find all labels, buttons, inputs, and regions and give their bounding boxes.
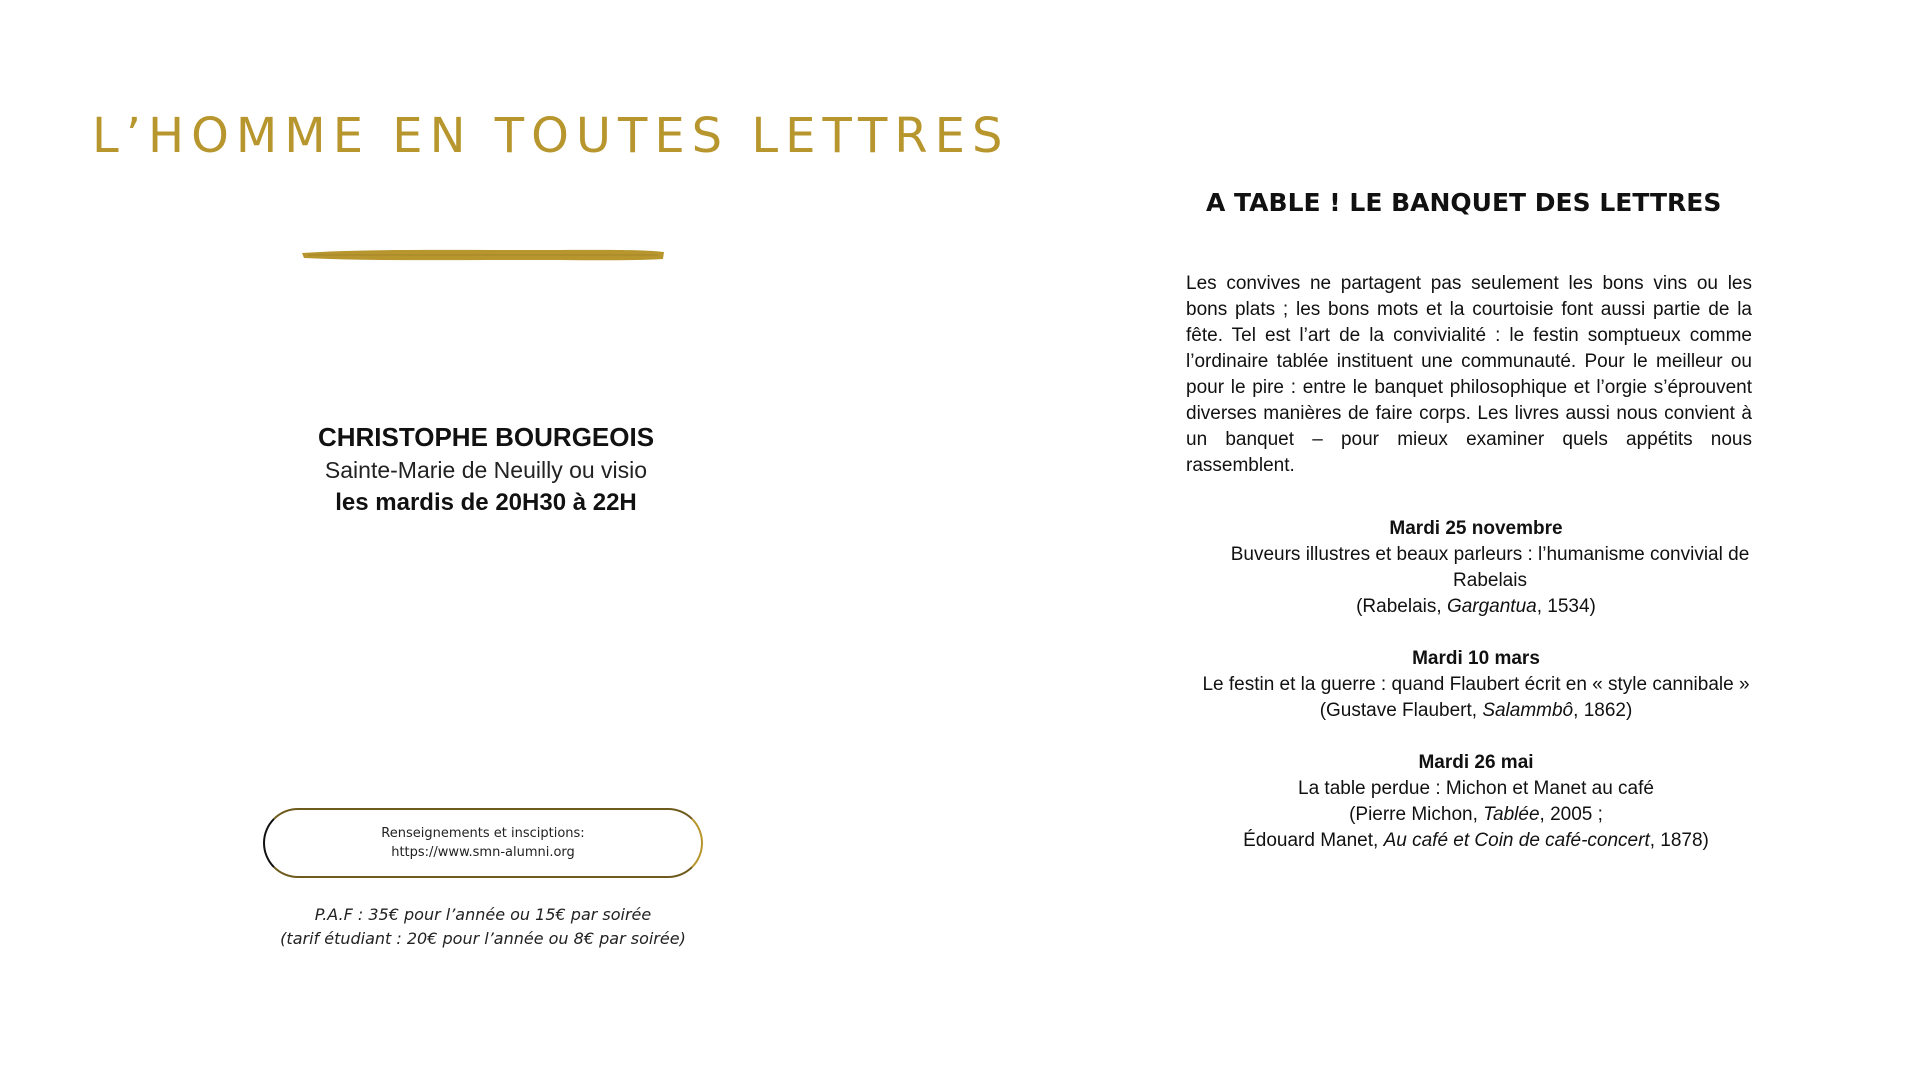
session-work-title: Tablée [1483,804,1540,825]
pricing [200,903,766,951]
session-ref-suffix: , 1534) [1536,596,1596,617]
pricing-line-2: (tarif étudiant : 20€ pour l’année ou 8€ par soirée) [280,929,686,948]
session-reference [1166,802,1786,828]
session-ref-suffix: , 1862) [1573,700,1633,721]
session-topic: Le festin et la guerre : quand Flaubert écrit en « style cannibale » [1202,674,1750,695]
info-label: Renseignements et insciptions: [381,826,585,841]
speaker-schedule: les mardis de 20H30 à 22H [335,489,637,516]
session-reference [1166,698,1786,724]
session-ref-prefix: (Gustave Flaubert, [1319,700,1483,721]
speaker-place: Sainte-Marie de Neuilly ou visio [324,457,648,483]
program-title: A TABLE ! LE BANQUET DES LETTRES [1206,188,1722,217]
info-url[interactable]: https://www.smn-alumni.org [391,845,575,860]
session-work-title: Au café et Coin de café-concert [1383,830,1650,851]
gold-brush-stroke [300,246,666,264]
session-date: Mardi 25 novembre [1389,518,1563,539]
series-title: L’HOMME EN TOUTES LETTRES [92,108,1010,164]
session-ref-suffix: , 1878) [1649,830,1709,851]
session-topic: Buveurs illustres et beaux parleurs : l’humanisme convivial de Rabelais [1230,544,1750,591]
speaker-block [180,420,792,520]
session-work-title: Salammbô [1482,700,1574,721]
session-date: Mardi 10 mars [1412,648,1540,669]
program-description: Les convives ne partagent pas seulement les bons vins ou les bons plats ; les bons mots et la courtoisie font aussi partie de la fête. Tel est l’art de la convivialité : le festin somptueux comme l’ordinaire tablée instituent une communauté. Pour le meilleur ou pour le pire : entre le banquet philosophique et l’orgie s’éprouvent diverses manières de faire corps. Les livres aussi nous convient à un banquet – pour mieux examiner quels appétits nous rassemblent. [1186,273,1752,476]
session-item [1166,750,1786,854]
session-work-title: Gargantua [1446,596,1537,617]
session-ref-suffix: , 2005 ; [1539,804,1603,825]
session-item [1166,646,1786,724]
session-ref-prefix: Édouard Manet, [1243,830,1384,851]
session-list [1166,516,1786,880]
session-ref-prefix: (Pierre Michon, [1349,804,1484,825]
session-ref-prefix: (Rabelais, [1356,596,1447,617]
speaker-name: CHRISTOPHE BOURGEOIS [317,422,655,452]
pricing-line-1: P.A.F : 35€ pour l’année ou 15€ par soirée [314,905,652,924]
session-reference [1166,594,1786,620]
session-date: Mardi 26 mai [1418,752,1534,773]
session-reference-2 [1166,828,1786,854]
session-item [1166,516,1786,620]
info-box [263,808,703,878]
session-topic: La table perdue : Michon et Manet au café [1298,778,1654,799]
